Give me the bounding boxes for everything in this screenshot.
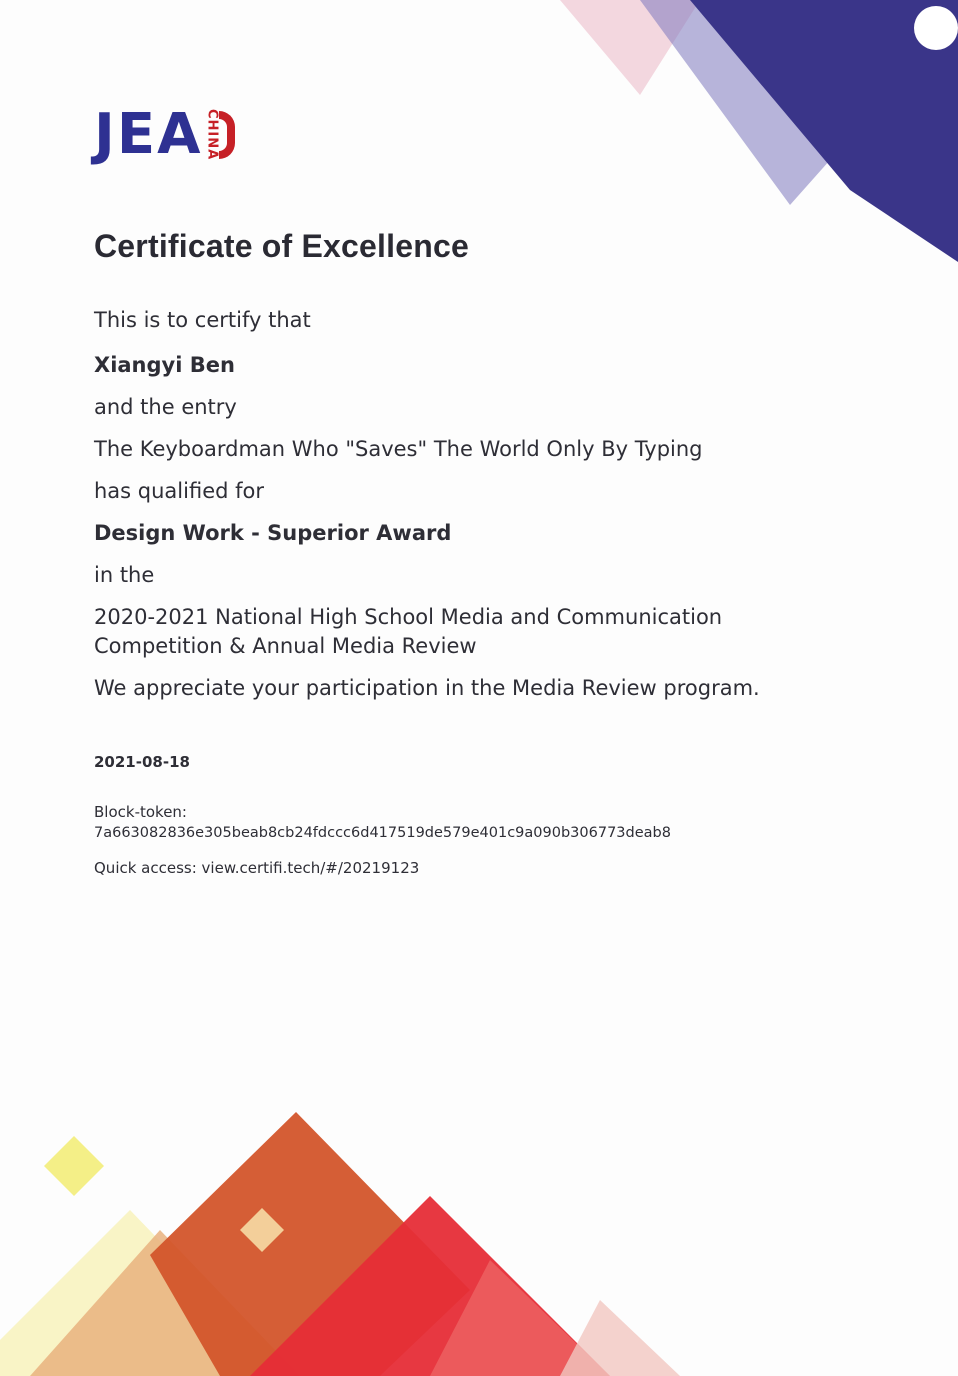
bottom-red-diamond bbox=[250, 1196, 610, 1376]
bottom-rose-diamond bbox=[430, 1260, 610, 1376]
jea-china-logo bbox=[94, 104, 235, 166]
in-the-line: in the bbox=[94, 563, 155, 587]
bottom-blush-diamond bbox=[560, 1300, 680, 1376]
bottom-pale-diamond bbox=[0, 1210, 290, 1376]
issue-date: 2021-08-18 bbox=[94, 753, 190, 771]
competition-line-1: 2020-2021 National High School Media and Communication bbox=[94, 605, 723, 629]
logo-text: JEA bbox=[94, 102, 203, 167]
bottom-orange-diamond bbox=[150, 1112, 470, 1376]
competition-line-2: Competition & Annual Media Review bbox=[94, 634, 477, 658]
certify-line: This is to certify that bbox=[94, 308, 311, 332]
block-token-label: Block-token: bbox=[94, 803, 187, 821]
appreciation-line: We appreciate your participation in the Media Review program. bbox=[94, 676, 760, 700]
top-pink-diamond bbox=[560, 0, 700, 95]
block-token-value: 7a663082836e305beab8cb24fdccc6d417519de579e401c9a090b306773deab8 bbox=[94, 825, 671, 841]
top-lavender-diamond bbox=[640, 0, 870, 205]
bottom-small-peach-diamond bbox=[240, 1208, 284, 1252]
bottom-yellow-diamond bbox=[44, 1136, 104, 1196]
qualified-line: has qualified for bbox=[94, 479, 264, 503]
recipient-name: Xiangyi Ben bbox=[94, 353, 235, 377]
bottom-peach-diamond bbox=[30, 1230, 300, 1376]
logo-region: CHINA bbox=[204, 109, 220, 161]
logo-arc-icon bbox=[219, 111, 235, 159]
top-corner-dot bbox=[914, 6, 958, 50]
award-name: Design Work - Superior Award bbox=[94, 521, 452, 545]
quick-access-link: Quick access: view.certifi.tech/#/20219123 bbox=[94, 859, 420, 877]
top-navy-triangle bbox=[690, 0, 958, 262]
entry-title: The Keyboardman Who "Saves" The World Only By Typing bbox=[94, 437, 703, 461]
certificate-title: Certificate of Excellence bbox=[94, 228, 469, 264]
entry-intro: and the entry bbox=[94, 395, 237, 419]
